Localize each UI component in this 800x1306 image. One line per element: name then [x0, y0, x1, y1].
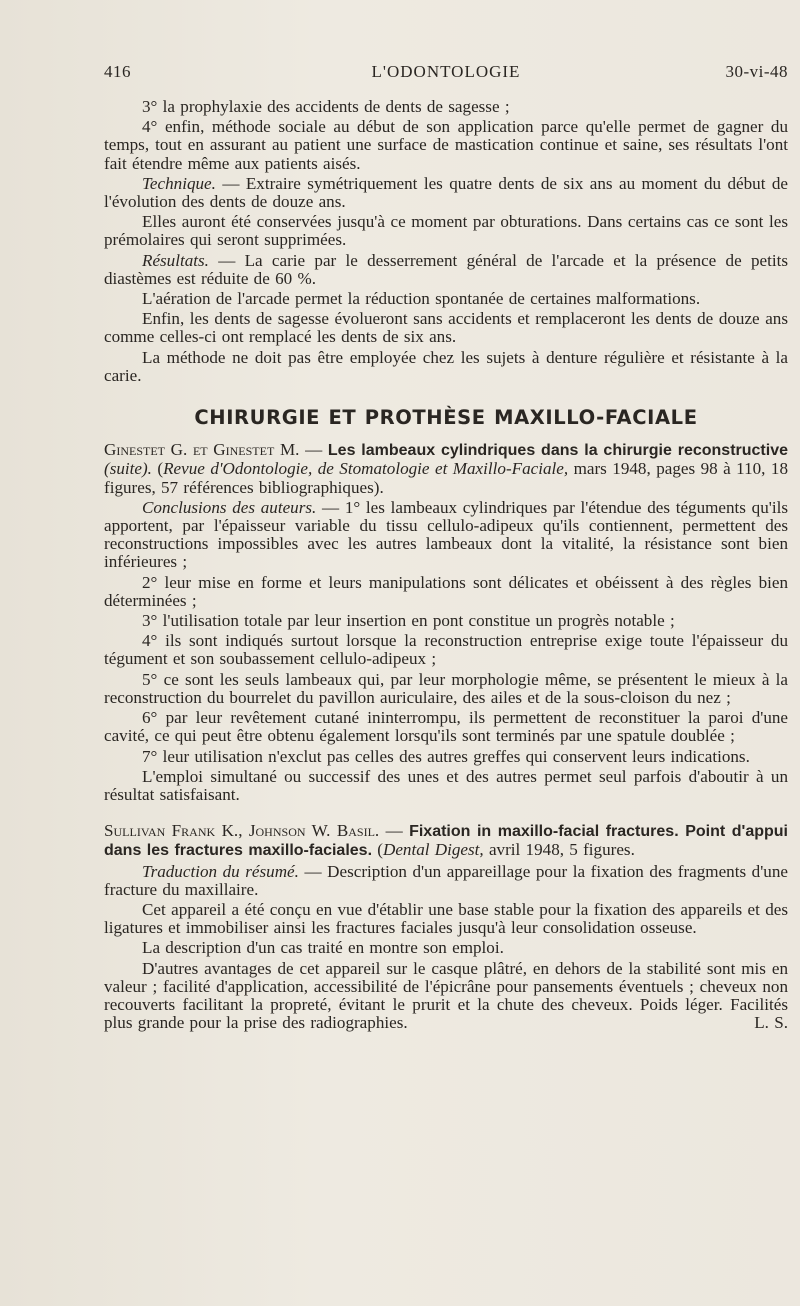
article-title: Fixation in maxillo-facial fractures. Point d'appui dans les fractures maxillo-faciales.	[104, 823, 789, 860]
conclusion-8: L'emploi simultané ou successif des unes et des autres permet seul parfois d'aboutir à un résultat satisfaisant.	[104, 766, 788, 804]
article-authors: Sullivan Frank K., Johnson W. Basil.	[104, 821, 380, 841]
traduction-3: La description d'un cas traité en montre son emploi.	[142, 938, 504, 958]
resultats-text: — La carie par le desserrement général de l'arcade et la présence de petits diastèmes est réduite de 60 %.	[104, 250, 788, 288]
dash: —	[299, 440, 328, 460]
conclusions-label: Conclusions des auteurs.	[142, 497, 317, 517]
paragraph: L'aération de l'arcade permet la réduction spontanée de certaines malformations.	[142, 289, 701, 309]
conclusion-3: 3° l'utilisation totale par leur insertion en pont constitue un progrès notable ;	[142, 611, 675, 631]
paragraph: Enfin, les dents de sagesse évolueront sans accidents et remplaceront les dents de douze ans comme celles-ci ont remplacé les dents de six ans.	[104, 309, 788, 347]
conclusions-paragraph	[104, 499, 788, 572]
journal-title: L'ODONTOLOGIE	[371, 62, 521, 81]
article-reference: mars 1948, pages 98 à 110, 18 figures, 57 références bibliographiques).	[104, 459, 789, 497]
traduction-paragraph	[104, 863, 788, 899]
conclusion-5: 5° ce sont les seuls lambeaux qui, par leur morphologie même, se présentent le mieux à la reconstruction du bourrelet du pavillon auriculaire, des ailes et de la sous-cloison du nez ;	[104, 669, 788, 707]
page-body	[104, 98, 788, 1032]
conclusion-6: 6° par leur revêtement cutané ininterrompu, ils permettent de reconstituer la paroi d'une cavité, ce qui peut être obtenu également lorsqu'ils sont terminés par une spatule doublée ;	[104, 708, 788, 746]
article-entry-sullivan	[104, 822, 788, 860]
conclusion-2: 2° leur mise en forme et leurs manipulations sont délicates et obéissent à des règles bien déterminées ;	[104, 572, 788, 610]
traduction-4	[104, 960, 788, 1033]
traduction-2: Cet appareil a été conçu en vue d'établir une base stable pour la fixation des appareils et des ligatures et immobiliser ainsi les fractures faciales jusqu'à leur consolidation osseuse.	[104, 899, 788, 938]
paren: (	[372, 840, 383, 860]
page-header	[104, 62, 788, 86]
page-number: 416	[104, 62, 131, 81]
paren: (	[151, 459, 164, 479]
article-title: Les lambeaux cylindriques dans la chirurgie reconstructive	[327, 442, 788, 460]
resultats-label: Résultats.	[142, 250, 209, 270]
article-suite: (suite).	[104, 459, 152, 479]
traduction-label: Traduction du résumé.	[142, 861, 299, 881]
article-reference: avril 1948, 5 figures.	[483, 840, 635, 860]
conclusion-7: 7° leur utilisation n'exclut pas celles des autres greffes qui conservent leurs indications.	[142, 746, 750, 766]
paragraph: 4° enfin, méthode sociale au début de son application parce qu'elle permet de gagner du temps, tout en assurant au patient une surface de mastication continue et saine, ses résultats l'ont fait étendre même aux patients aisés.	[104, 117, 788, 173]
signature: L. S.	[754, 1013, 788, 1033]
technique-label: Technique.	[142, 173, 216, 193]
section-title: CHIRURGIE ET PROTHÈSE MAXILLO-FACIALE	[194, 406, 698, 430]
paragraph-technique	[104, 175, 788, 211]
paragraph: 3° la prophylaxie des accidents de dents de sagesse ;	[142, 97, 510, 116]
technique-text: — Extraire symétriquement les quatre dents de six ans au moment du début de l'évolution des dents de douze ans.	[104, 173, 788, 212]
dash: —	[379, 821, 410, 841]
paragraph: Elles auront été conservées jusqu'à ce moment par obturations. Dans certains cas ce sont les prémolaires qui seront supprimées.	[104, 212, 788, 250]
traduction-1: — Description d'un appareillage pour la fixation des fragments d'une fracture du maxillaire.	[104, 861, 788, 899]
paragraph-resultats	[104, 252, 788, 288]
article-entry-ginestet	[104, 441, 788, 497]
article-journal: Dental Digest,	[382, 840, 484, 860]
paragraph: La méthode ne doit pas être employée chez les sujets à denture régulière et résistante à la carie.	[104, 347, 788, 385]
issue-date: 30-vi-48	[725, 62, 788, 81]
article-journal: Revue d'Odontologie, de Stomatologie et Maxillo-Faciale,	[163, 459, 569, 479]
traduction-4-text: D'autres avantages de cet appareil sur le casque plâtré, en dehors de la stabilité sont mis en valeur ; facilité d'application, accessibilité de l'épicrâne pour pansements éventuels ; cheveux non recouverts facilitant la propreté, évitant le prurit et la chute des cheveux. Poids léger. Facilités plus grande pour la prise des radiographies.	[104, 958, 788, 1033]
conclusion-4: 4° ils sont indiqués surtout lorsque la reconstruction entreprise exige toute l'épaisseur du tégument et son soubassement cellulo-adipeux ;	[104, 631, 788, 669]
article-authors: Ginestet G. et Ginestet M.	[104, 440, 300, 460]
conclusion-1: — 1° les lambeaux cylindriques par l'étendue des téguments qu'ils apportent, par l'épaisseur variable du tissu cellulo-adipeux qu'ils contiennent, permettent des reconstructions impossibles avec les autres lambeaux dont la vitalité, la résistance sont bien inférieures ;	[104, 497, 788, 572]
